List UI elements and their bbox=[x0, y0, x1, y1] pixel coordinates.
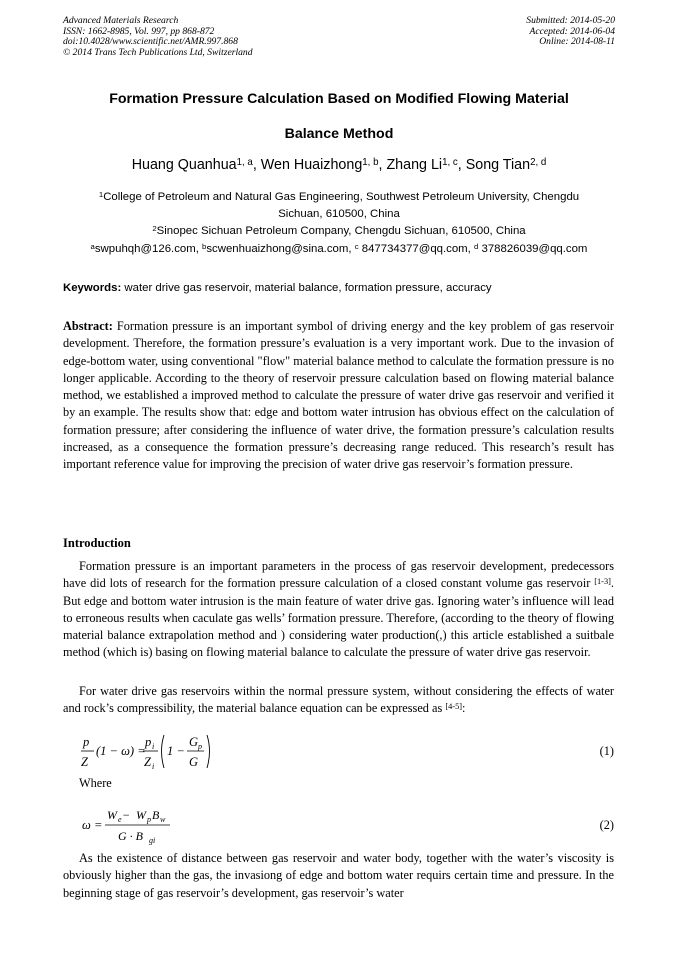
journal-name: Advanced Materials Research bbox=[63, 15, 179, 26]
equation-2-graphic bbox=[80, 803, 190, 849]
equation-1-number: (1) bbox=[599, 744, 614, 758]
affil-text: College of Petroleum and Natural Gas Engineering, Southwest Petroleum University, Chengdu bbox=[103, 191, 580, 203]
eq1-one-minus: 1 − bbox=[167, 744, 185, 758]
intro-text: : bbox=[462, 701, 466, 716]
paper-title-line-2: Balance Method bbox=[284, 126, 394, 142]
eq1-sub: i bbox=[152, 762, 155, 771]
eq1-G: G bbox=[189, 735, 199, 749]
eq2-omega: ω = bbox=[82, 818, 103, 832]
eq1-p: p bbox=[145, 735, 152, 749]
author-sup: 1, c bbox=[442, 156, 458, 168]
submission-dates bbox=[526, 16, 615, 48]
keywords-label: Keywords: bbox=[63, 282, 122, 294]
email-sup: d bbox=[474, 241, 479, 251]
intro-text: For water drive gas reservoirs within the normal pressure system, without considering the effects of water and rock’s compressibility, the material balance equation can be expressed as bbox=[63, 684, 614, 716]
keywords-text: water drive gas reservoir, material balance, formation pressure, accuracy bbox=[121, 282, 492, 294]
author-sup: 1, b bbox=[362, 156, 379, 168]
eq2-minus: − bbox=[122, 808, 131, 822]
author-sup: 1, a bbox=[236, 156, 253, 168]
eq2-denominator: G · B bbox=[118, 829, 143, 843]
journal-copyright: © 2014 Trans Tech Publications Ltd, Switzerland bbox=[63, 47, 253, 59]
journal-info bbox=[63, 16, 253, 59]
author-name: Huang Quanhua bbox=[131, 157, 237, 173]
eq1-p: p bbox=[83, 735, 90, 749]
affiliation-2 bbox=[50, 223, 628, 240]
affil-text: Sichuan, 610500, China bbox=[278, 208, 400, 220]
eq2-sub: gi bbox=[149, 836, 156, 845]
email: 847734377@qq.com, bbox=[358, 243, 475, 255]
affil-text: Sinopec Sichuan Petroleum Company, Chengdu Sichuan, 610500, China bbox=[156, 225, 526, 237]
affil-sup: 2 bbox=[152, 223, 157, 233]
email-list bbox=[50, 241, 628, 258]
affil-sup: 1 bbox=[98, 189, 104, 199]
eq1-sub: p bbox=[198, 742, 202, 751]
citation: [1-3] bbox=[594, 576, 611, 586]
intro-text: . But edge and bottom water intrusion is the main feature of water drive gas. Ignoring water’s influence will lead to erroneous results when caculate gas wells’ formation pressure. Therefore, (according to the theory of flowing material balance extrapolation method and ) considering water production(,) this article established a suitbale method (which is) basing on flowing material balance to calculate the pressure of water drive gas reservoir. bbox=[63, 576, 614, 660]
email-sup: b bbox=[202, 241, 207, 251]
abstract bbox=[63, 318, 614, 474]
abstract-label: Abstract: bbox=[63, 319, 113, 333]
journal-issn: ISSN: 1662-8985, Vol. 997, pp 868-872 bbox=[63, 25, 215, 37]
author-list: Huang Quanhua$^{1, a}$, Wen Huaizhong$^{1, b}$, Zhang Li$^{1, c}$, Song Tian$^{2, d}$ bbox=[131, 156, 547, 173]
eq2-sub: w bbox=[160, 815, 166, 824]
intro-paragraph-2 bbox=[63, 683, 614, 718]
email: scwenhuaizhong@sina.com, bbox=[206, 243, 355, 255]
online-date: Online: 2014-08-11 bbox=[539, 36, 615, 48]
eq1-Z: Z bbox=[81, 755, 88, 769]
eq1-omega-term: (1 − ω) = bbox=[96, 744, 146, 758]
equation-2 bbox=[80, 803, 190, 854]
journal-doi: doi:10.4028/www.scientific.net/AMR.997.868 bbox=[63, 36, 238, 48]
paper-title-line-1: Formation Pressure Calculation Based on Modified Flowing Material bbox=[109, 91, 569, 107]
email: swpuhqh@126.com, bbox=[94, 243, 203, 255]
author-name: Zhang Li bbox=[386, 157, 443, 173]
intro-paragraph-1 bbox=[63, 558, 614, 662]
eq2-W: W bbox=[107, 808, 117, 822]
eq2-sub: e bbox=[118, 815, 122, 824]
author-name: Wen Huaizhong bbox=[260, 157, 363, 173]
email-sup: a bbox=[90, 241, 95, 251]
eq1-G: G bbox=[189, 755, 199, 769]
eq1-Z: Z bbox=[144, 755, 151, 769]
intro-text: Formation pressure is an important parameters in the process of gas reservoir development, predecessors have did lots of research for the formation pressure calculation of a closed constant volume gas reservoir bbox=[63, 559, 614, 591]
equation-1-graphic bbox=[80, 730, 230, 774]
keywords bbox=[63, 282, 623, 294]
author-name: Song Tian bbox=[465, 157, 531, 173]
equation-2-number: (2) bbox=[599, 818, 614, 832]
affiliation-1 bbox=[50, 189, 628, 223]
accepted-date: Accepted: 2014-06-04 bbox=[529, 25, 615, 37]
email-sup: c bbox=[354, 241, 359, 251]
eq2-B: B bbox=[152, 808, 160, 822]
eq2-W: W bbox=[136, 808, 146, 822]
citation: [4-5] bbox=[445, 701, 463, 711]
author-sup: 2, d bbox=[530, 156, 547, 168]
where-label: Where bbox=[79, 776, 112, 790]
submitted-date: Submitted: 2014-05-20 bbox=[526, 15, 615, 26]
email: 378826039@qq.com bbox=[478, 243, 588, 255]
equation-1 bbox=[80, 730, 230, 779]
eq2-sub: p bbox=[147, 815, 151, 824]
eq1-sub: i bbox=[152, 742, 155, 751]
section-heading-introduction: Introduction bbox=[63, 536, 131, 550]
intro-paragraph-3: As the existence of distance between gas reservoir and water body, together with the water’s viscosity is obviously higher than the gas, the invasiong of edge and bottom water requirs certain time and pressure. In the beginning stage of gas reservoir’s development, gas reservoir’s water bbox=[63, 851, 614, 900]
abstract-text: Formation pressure is an important symbol of driving energy and the key problem of gas reservoir development. Therefore, the formation pressure’s evaluation is a very important work. Due to the invasion of edge-bottom water, using conventional "flow" material balance method to calculate the formation pressure is no longer applicable. According to the theory of reservoir pressure calculation based on flowing material balance method, we established a improved method to calculate the pressure of water drive gas reservoir and verified it by an example. The results show that: edge and bottom water intrusion has obvious effect on the calculation of formation pressure; after considering the influence of water drive, the formation pressure’s calculation results increased, as a consequence the formation pressure’s decreasing range reduced. This research’s result has important reference value for improving the precision of water drive gas reservoir’s formation pressure. bbox=[63, 319, 614, 472]
